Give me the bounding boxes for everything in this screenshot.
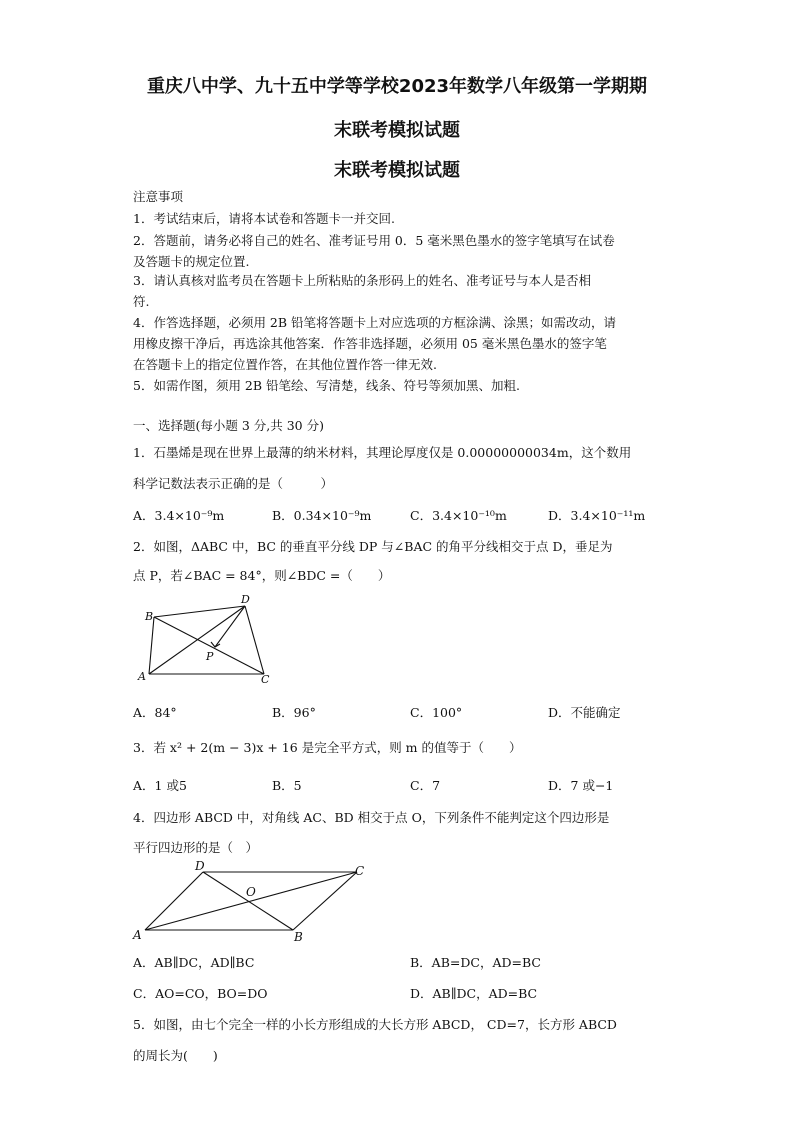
q3-stem: 3．若 x² + 2(m − 3)x + 16 是完全平方式，则 m 的值等于（ ） [133, 740, 522, 755]
exam-title-line1: 重庆八中学、九十五中学等学校2023年数学八年级第一学期期 [146, 76, 648, 97]
q4-label-c: C [355, 864, 365, 878]
q2-option-b: B．96° [272, 705, 316, 720]
q4-stem-line1: 4．四边形 ABCD 中，对角线 AC、BD 相交于点 O，下列条件不能判定这个四边形是 [133, 810, 610, 825]
notice-item-4c: 在答题卡上的指定位置作答，在其他位置作答一律无效. [133, 357, 437, 372]
q5-stem-line1: 5．如图，由七个完全一样的小长方形组成的大长方形 ABCD， CD=7，长方形 ABCD [133, 1017, 617, 1032]
q1-stem-line1: 1．石墨烯是现在世界上最薄的纳米材料，其理论厚度仅是 0.00000000034m，这个数用 [133, 445, 632, 460]
notice-item-5: 5．如需作图，须用 2B 铅笔绘、写清楚，线条、符号等须加黑、加粗. [133, 378, 521, 393]
q3-option-d: D．7 或−1 [548, 778, 614, 793]
q1-option-d: D．3.4×10⁻¹¹m [548, 508, 646, 523]
q4-option-b: B．AB=DC，AD=BC [410, 955, 541, 970]
exam-title-line3: 末联考模拟试题 [334, 160, 460, 181]
q5-stem-line2: 的周长为( ) [133, 1048, 218, 1063]
section-heading: 一、选择题(每小题 3 分,共 30 分) [133, 418, 324, 433]
q1-option-a: A．3.4×10⁻⁹m [133, 508, 225, 523]
q4-label-a: A [133, 928, 142, 942]
q4-option-d: D．AB∥DC，AD=BC [410, 986, 538, 1001]
notice-item-2a: 2．答题前，请务必将自己的姓名、准考证号用 0．5 毫米黑色墨水的签字笔填写在试卷 [133, 233, 615, 248]
q4-label-d: D [195, 859, 205, 873]
q2-label-b: B [145, 610, 154, 623]
q2-triangle-figure [133, 592, 283, 688]
q2-stem-line1: 2．如图，ΔABC 中，BC 的垂直平分线 DP 与∠BAC 的角平分线相交于点 D，垂足为 [133, 539, 613, 554]
q3-option-c: C．7 [410, 778, 441, 793]
q3-option-a: A．1 或5 [133, 778, 187, 793]
q4-option-a: A．AB∥DC，AD∥BC [133, 955, 255, 970]
q2-label-p: P [206, 650, 214, 663]
q2-label-d: D [241, 593, 250, 606]
notice-item-1: 1．考试结束后，请将本试卷和答题卡一并交回. [133, 211, 395, 226]
q2-option-a: A．84° [133, 705, 177, 720]
q2-label-c: C [261, 673, 270, 686]
q1-option-c: C．3.4×10⁻¹⁰m [410, 508, 507, 523]
q4-stem-line2: 平行四边形的是（ ） [133, 840, 259, 855]
q2-option-c: C．100° [410, 705, 463, 720]
q4-parallelogram-figure [130, 858, 380, 948]
notice-item-2b: 及答题卡的规定位置. [133, 254, 250, 269]
q1-option-b: B．0.34×10⁻⁹m [272, 508, 372, 523]
exam-title-line2: 末联考模拟试题 [334, 120, 460, 141]
notice-item-3a: 3．请认真核对监考员在答题卡上所粘贴的条形码上的姓名、准考证号与本人是否相 [133, 273, 591, 288]
q2-option-d: D．不能确定 [548, 705, 621, 720]
q1-stem-line2: 科学记数法表示正确的是（ ） [133, 476, 334, 491]
notice-heading: 注意事项 [133, 189, 184, 204]
q4-option-c: C．AO=CO，BO=DO [133, 986, 268, 1001]
q2-label-a: A [138, 670, 146, 683]
notice-item-3b: 符. [133, 294, 150, 309]
q2-stem-line2: 点 P，若∠BAC = 84°，则∠BDC =（ ） [133, 568, 391, 583]
q3-option-b: B．5 [272, 778, 302, 793]
notice-item-4a: 4．作答选择题，必须用 2B 铅笔将答题卡上对应选项的方框涂满、涂黑；如需改动，请 [133, 315, 617, 330]
q4-label-b: B [294, 930, 303, 944]
q4-label-o: O [246, 885, 256, 899]
notice-item-4b: 用橡皮擦干净后，再选涂其他答案．作答非选择题，必须用 05 毫米黑色墨水的签字笔 [133, 336, 607, 351]
